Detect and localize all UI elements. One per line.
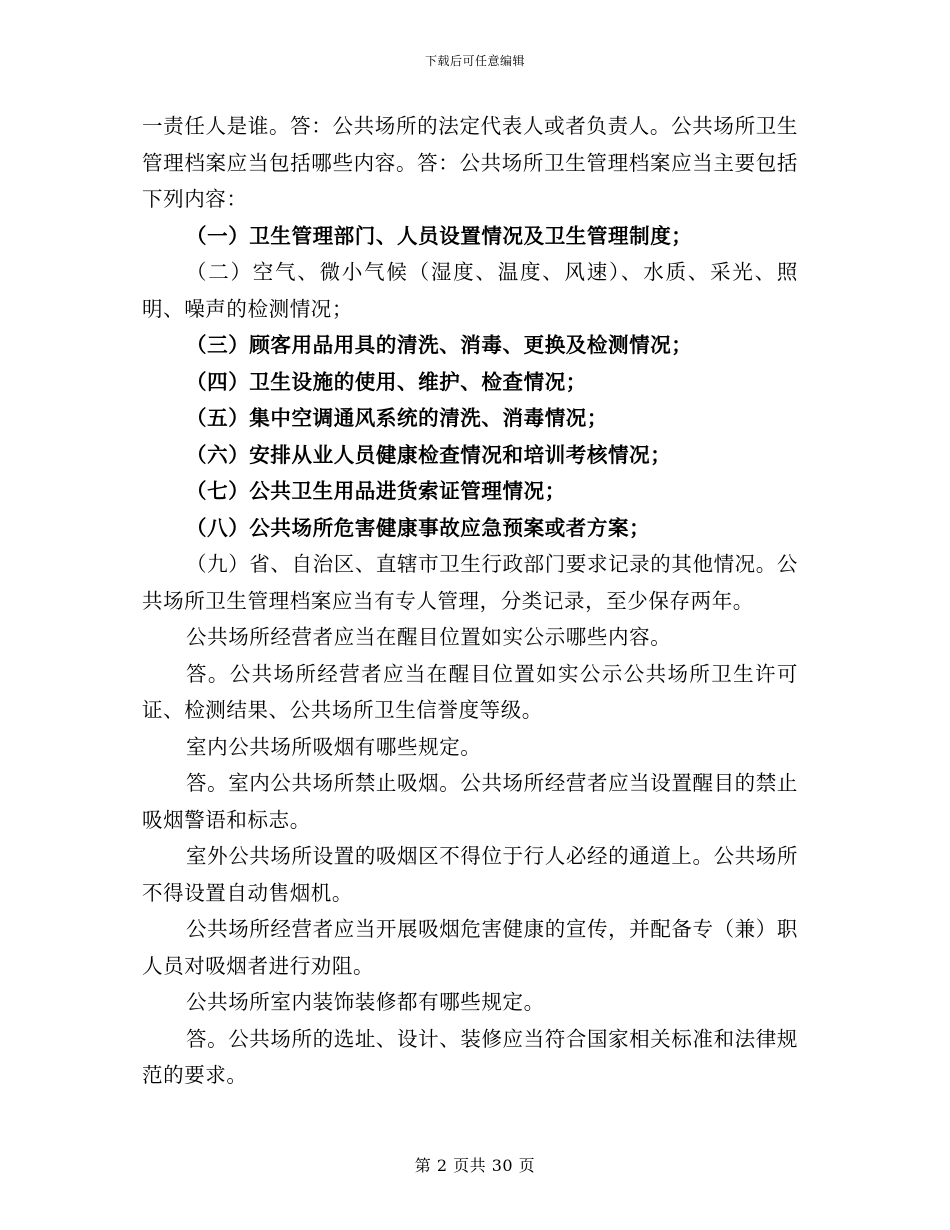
paragraph-archive-intro: 一责任人是谁。答：公共场所的法定代表人或者负责人。公共场所卫生管理档案应当包括哪些内容。答：公共场所卫生管理档案应当主要包括下列内容： bbox=[142, 114, 798, 211]
paragraph-item-2: （二）空气、微小气候（湿度、温度、风速）、水质、采光、照明、噪声的检测情况； bbox=[142, 260, 798, 321]
page-footer: 第 2 页共 30 页 bbox=[414, 1156, 536, 1175]
paragraph-question-decoration: 公共场所室内装饰装修都有哪些规定。 bbox=[186, 990, 545, 1014]
paragraph-item-4: （四）卫生设施的使用、维护、检查情况； bbox=[186, 369, 587, 394]
paragraph-item-3: （三）顾客用品用具的清洗、消毒、更换及检测情况； bbox=[186, 333, 693, 357]
paragraph-smoking-persuasion: 公共场所经营者应当开展吸烟危害健康的宣传，并配备专（兼）职人员对吸烟者进行劝阻。 bbox=[142, 917, 798, 978]
paragraph-item-5: （五）集中空调通风系统的清洗、消毒情况； bbox=[186, 406, 608, 430]
paragraph-outdoor-smoking: 室外公共场所设置的吸烟区不得位于行人必经的通道上。公共场所不得设置自动售烟机。 bbox=[142, 844, 798, 905]
paragraph-item-8: （八）公共场所危害健康事故应急预案或者方案； bbox=[186, 515, 651, 540]
page-header: 下载后可任意编辑 bbox=[424, 54, 525, 68]
paragraph-answer-disclosure: 答。公共场所经营者应当在醒目位置如实公示公共场所卫生许可证、检测结果、公共场所卫生信誉度等级。 bbox=[142, 661, 798, 722]
paragraph-question-smoking: 室内公共场所吸烟有哪些规定。 bbox=[186, 734, 482, 759]
paragraph-answer-smoking: 答。室内公共场所禁止吸烟。公共场所经营者应当设置醒目的禁止吸烟警语和标志。 bbox=[142, 771, 798, 832]
paragraph-answer-decoration: 答。公共场所的选址、设计、装修应当符合国家相关标准和法律规范的要求。 bbox=[142, 1026, 798, 1087]
paragraph-question-disclosure: 公共场所经营者应当在醒目位置如实公示哪些内容。 bbox=[186, 625, 672, 649]
paragraph-item-7: （七）公共卫生用品进货索证管理情况； bbox=[186, 479, 566, 503]
paragraph-item-9: （九）省、自治区、直辖市卫生行政部门要求记录的其他情况。公共场所卫生管理档案应当有专人管理，分类记录，至少保存两年。 bbox=[142, 552, 798, 613]
paragraph-item-6: （六）安排从业人员健康检查情况和培训考核情况； bbox=[186, 442, 672, 467]
paragraph-item-1: （一）卫生管理部门、人员设置情况及卫生管理制度； bbox=[186, 223, 693, 248]
document-body bbox=[142, 108, 798, 1094]
